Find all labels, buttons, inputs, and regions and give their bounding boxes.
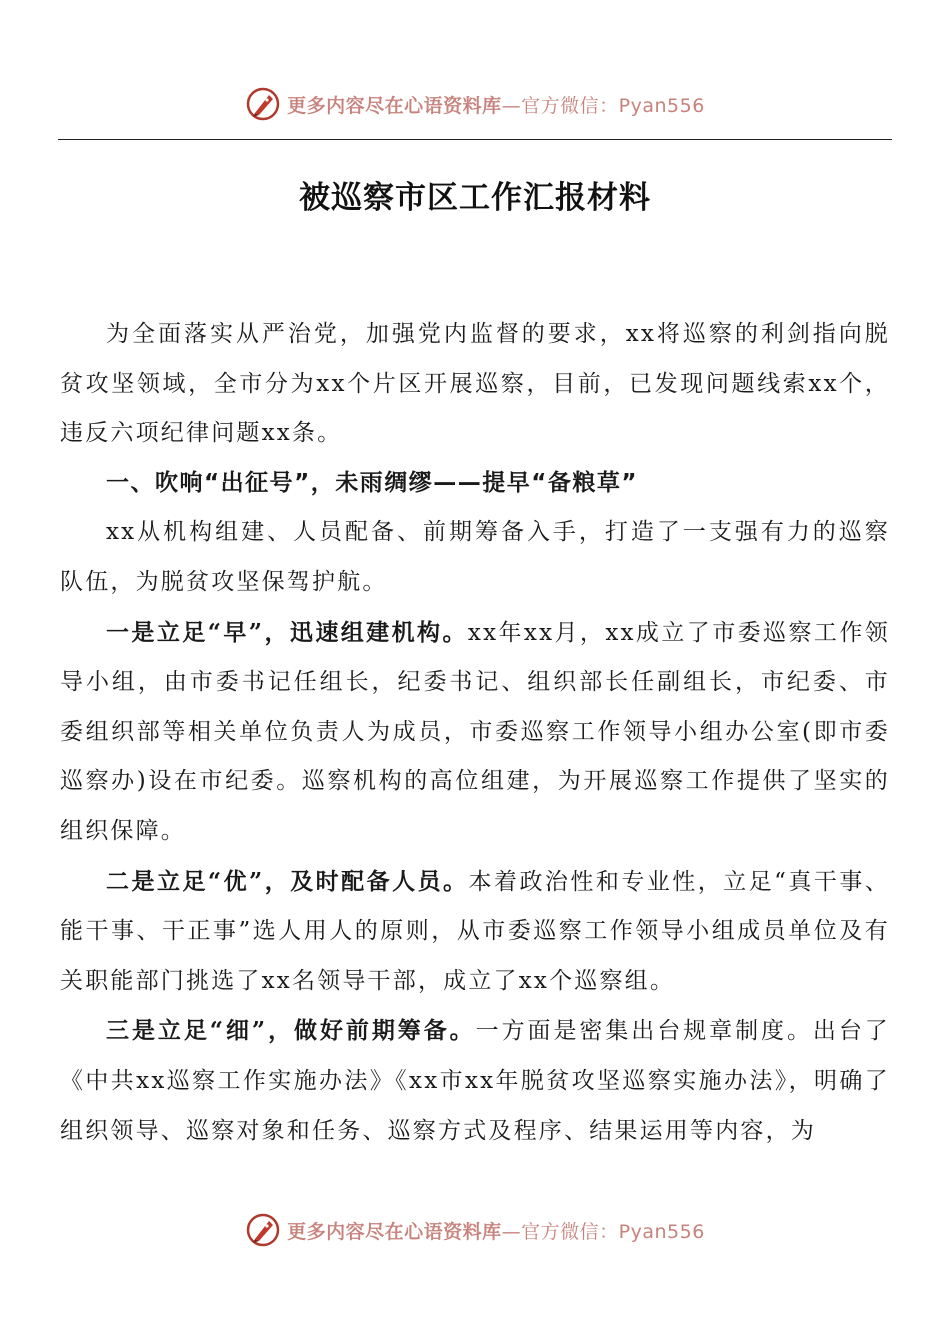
- point-paragraph-1: [60, 608, 890, 857]
- point-lead-1: 一是立足“早”，迅速组建机构。: [106, 618, 468, 646]
- watermark-header: [0, 84, 950, 124]
- document-title: 被巡察市区工作汇报材料: [299, 180, 651, 216]
- point-lead-2: 二是立足“优”，及时配备人员。: [106, 867, 469, 895]
- header-divider: [58, 139, 892, 140]
- point-paragraph-3: [60, 1006, 890, 1156]
- section-intro-paragraph: xx从机构组建、人员配备、前期筹备入手，打造了一支强有力的巡察队伍，为脱贫攻坚保驾护航。: [60, 519, 890, 595]
- point-body-2: 本着政治性和专业性，立足“真干事、能干事、干正事”选人用人的原则，从市委巡察工作领导小组成员单位及有关职能部门挑选了xx名领导干部，成立了xx个巡察组。: [60, 868, 890, 994]
- watermark-footer: [0, 1210, 950, 1250]
- watermark-text: 更多内容尽在心语资料库—官方微信：Pyan556: [287, 1220, 705, 1243]
- intro-paragraph: 为全面落实从严治党，加强党内监督的要求，xx将巡察的利剑指向脱贫攻坚领域，全市分为xx个片区开展巡察，目前，已发现问题线索xx个，违反六项纪律问题xx条。: [60, 321, 890, 447]
- point-body-1: xx年xx月，xx成立了市委巡察工作领导小组，由市委书记任组长，纪委书记、组织部长任副组长，市纪委、市委组织部等相关单位负责人为成员，市委巡察工作领导小组办公室(即市委巡察办)设在市纪委。巡察机构的高位组建，为开展巡察工作提供了坚实的组织保障。: [60, 619, 890, 844]
- point-body-3: 一方面是密集出台规章制度。出台了《中共xx巡察工作实施办法》《xx市xx年脱贫攻坚巡察实施办法》，明确了组织领导、巡察对象和任务、巡察方式及程序、结果运用等内容，为: [60, 1018, 890, 1144]
- pen-nib-logo-icon: [245, 1212, 281, 1248]
- document-body: [60, 310, 890, 1156]
- point-lead-3: 三是立足“细”，做好前期筹备。: [106, 1017, 476, 1045]
- watermark-text: 更多内容尽在心语资料库—官方微信：Pyan556: [287, 94, 705, 117]
- pen-nib-logo-icon: [245, 86, 281, 122]
- section-heading: 一、吹响“出征号”，未雨绸缪——提早“备粮草”: [106, 469, 638, 496]
- point-paragraph-2: [60, 857, 890, 1007]
